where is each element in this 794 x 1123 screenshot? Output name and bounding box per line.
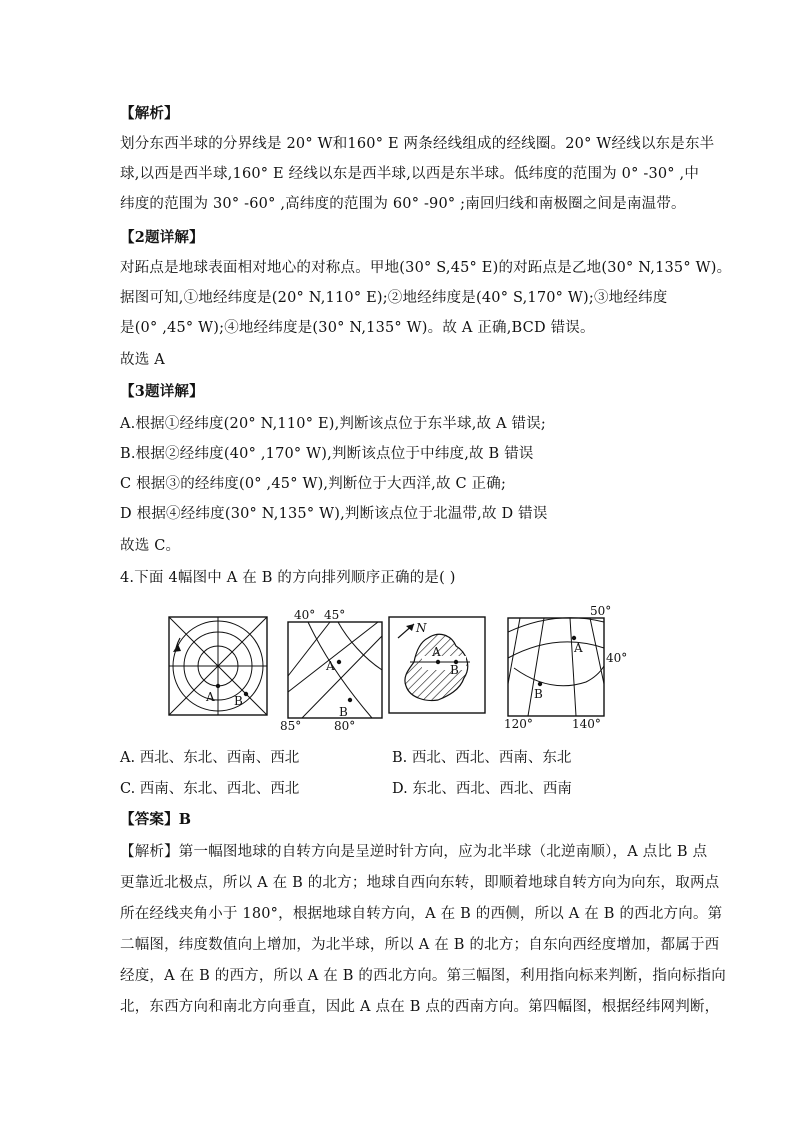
point-b-label: B <box>450 663 459 677</box>
explanation-line: 所在经线夹角小于 180°，根据地球自转方向，A 在 B 的西侧，所以 A 在 B 的西北方向。第 <box>120 906 723 922</box>
text-line: 是(0° ,45° W);④地经纬度是(30° N,135° W)。故 A 正确,BCD 错误。 <box>120 320 595 336</box>
text-line: 划分东西半球的分界线是 20° W和160° E 两条经线组成的经线圈。20° W经线以东是东半 <box>120 136 715 152</box>
text-line: 球,以西是西半球,160° E 经线以东是西半球,以西是东半球。低纬度的范围为 0° -30° ,中 <box>120 166 700 182</box>
lon-label-85: 85° <box>280 719 302 732</box>
point-a-label: A <box>206 690 215 704</box>
text-line: 故选 A <box>120 352 165 368</box>
figure-3-map-with-north-arrow <box>388 616 488 716</box>
figure-1-polar-view <box>168 616 268 716</box>
answer-line: 【答案】B <box>120 811 192 828</box>
text-line: 故选 C。 <box>120 538 181 554</box>
point-b-label: B <box>234 694 243 708</box>
lat-label-40: 40° <box>606 651 628 665</box>
option-b: B. 西北、西北、西南、东北 <box>392 750 572 766</box>
section-heading-analysis: 【解析】 <box>120 105 179 122</box>
north-arrow-label: N <box>416 621 427 635</box>
explanation-line: 北，东西方向和南北方向垂直，因此 A 点在 B 点的西南方向。第四幅图，根据经纬网判断， <box>120 999 720 1015</box>
lat-label-45: 45° <box>324 608 346 622</box>
point-a-label: A <box>432 645 441 659</box>
text-line: C 根据③的经纬度(0° ,45° W),判断位于大西洋,故 C 正确; <box>120 476 507 492</box>
explanation-line: 经度，A 在 B 的西方，所以 A 在 B 的西北方向。第三幅图，利用指向标来判断，指向标指向 <box>120 968 726 984</box>
lon-label-140: 140° <box>572 717 601 730</box>
point-b-label: B <box>534 687 543 701</box>
lon-label-80: 80° <box>334 719 356 732</box>
point-a-label: A <box>574 641 583 655</box>
explanation-line: 二幅图，纬度数值向上增加，为北半球，所以 A 在 B 的北方；自东向西经度增加，都属于西 <box>120 937 720 953</box>
text-line: 对跖点是地球表面相对地心的对称点。甲地(30° S,45° E)的对跖点是乙地(30° N,135° W)。 <box>120 260 732 276</box>
section-heading-q2: 【2题详解】 <box>120 229 204 246</box>
explanation-line: 更靠近北极点，所以 A 在 B 的北方；地球自西向东转，即顺着地球自转方向为向东，取两点 <box>120 875 720 891</box>
text-line: B.根据②经纬度(40° ,170° W),判断该点位于中纬度,故 B 错误 <box>120 446 534 462</box>
point-a-label: A <box>326 659 335 673</box>
text-line: 纬度的范围为 30° -60° ,高纬度的范围为 60° -90° ;南回归线和南极圈之间是南温带。 <box>120 196 686 212</box>
question-4: 4.下面 4幅图中 A 在 B 的方向排列顺序正确的是( ) <box>120 570 456 586</box>
lat-label-40: 40° <box>294 608 316 622</box>
text-line: D 根据④经纬度(30° N,135° W),判断该点位于北温带,故 D 错误 <box>120 506 548 522</box>
figure-2-graticule <box>278 606 386 732</box>
lon-label-120: 120° <box>504 717 533 730</box>
explanation-line: 【解析】第一幅图地球的自转方向是呈逆时针方向，应为北半球（北逆南顺），A 点比 B 点 <box>120 844 708 860</box>
text-line: 据图可知,①地经纬度是(20° N,110° E);②地经纬度是(40° S,170° W);③地经纬度 <box>120 290 668 306</box>
figure-4-fan-graticule <box>500 604 640 730</box>
text-line: A.根据①经纬度(20° N,110° E),判断该点位于东半球,故 A 错误; <box>120 416 546 432</box>
point-b-label: B <box>339 705 348 719</box>
option-d: D. 东北、西北、西北、西南 <box>392 781 572 797</box>
lat-label-50: 50° <box>590 604 612 618</box>
option-c: C. 西南、东北、西北、西北 <box>120 781 300 797</box>
option-a: A. 西北、东北、西南、西北 <box>120 750 300 766</box>
section-heading-q3: 【3题详解】 <box>120 383 204 400</box>
